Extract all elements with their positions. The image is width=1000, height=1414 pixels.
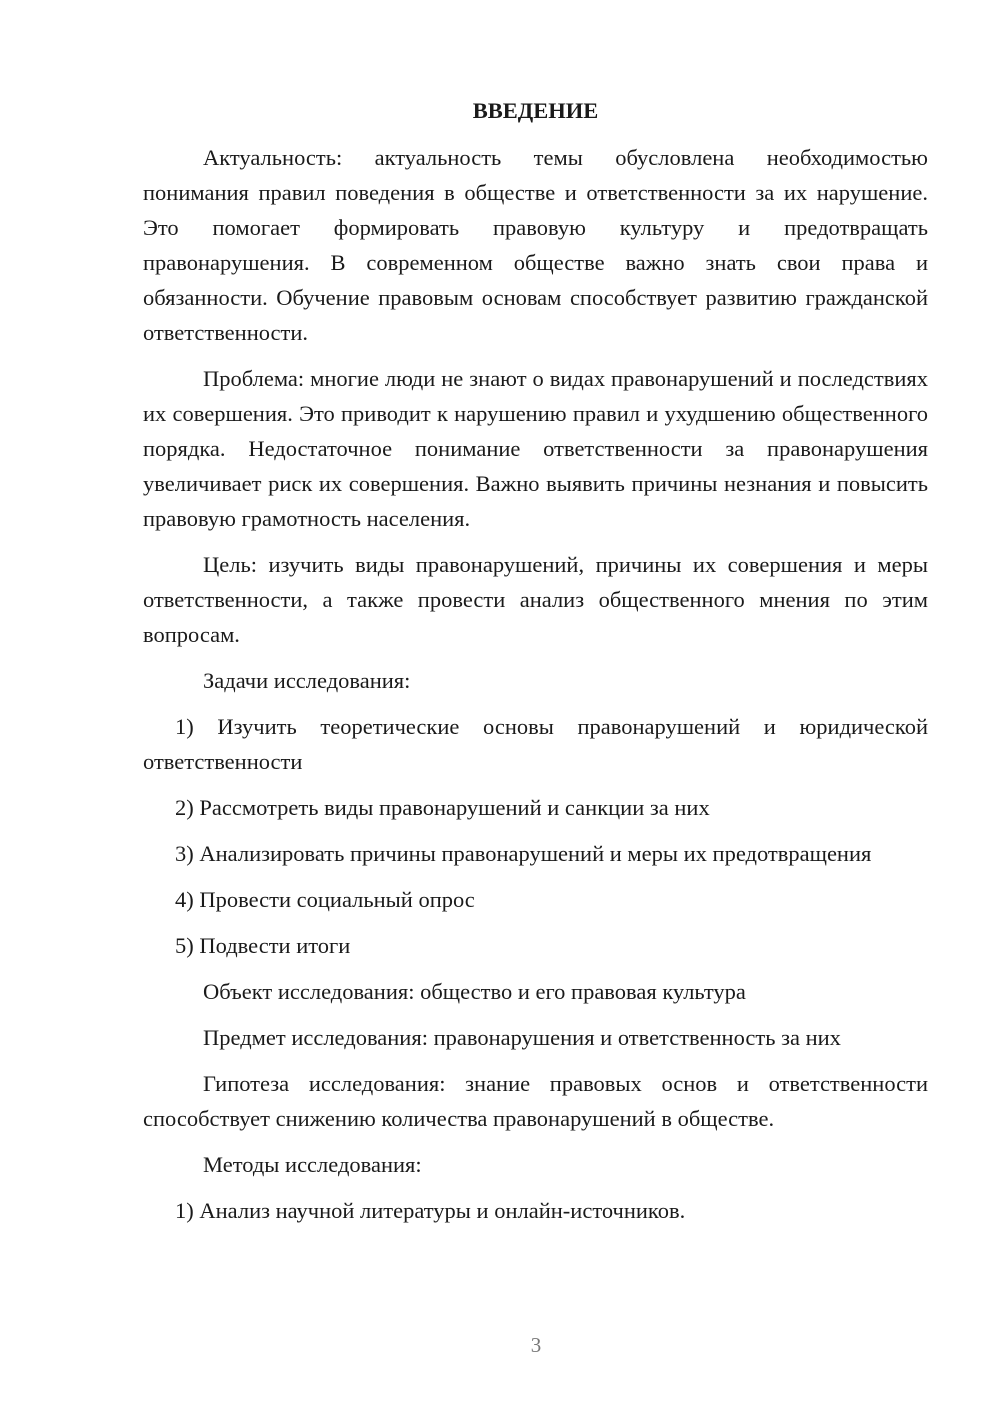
task-item-3: 3) Анализировать причины правонарушений и меры их предотвращения	[175, 841, 872, 866]
tasks-heading: Задачи исследования:	[203, 668, 411, 693]
paragraph-relevance: Актуальность: актуальность темы обусловлена необходимостью понимания правил поведения в обществе и ответственности за их нарушение. Это помогает формировать правовую культуру и предотвращать правонарушения. В современном обществе важно знать свои права и обязанности. Обучение правовым основам способствует развитию гражданской ответственности.	[143, 145, 928, 345]
task-item-4: 4) Провести социальный опрос	[175, 887, 475, 912]
paragraph-object: Объект исследования: общество и его правовая культура	[203, 979, 746, 1004]
method-item-1: 1) Анализ научной литературы и онлайн-источников.	[175, 1198, 686, 1223]
task-item-5: 5) Подвести итоги	[175, 933, 351, 958]
paragraph-subject: Предмет исследования: правонарушения и ответственность за них	[203, 1025, 841, 1050]
page-content	[143, 93, 928, 1239]
paragraph-problem: Проблема: многие люди не знают о видах правонарушений и последствиях их совершения. Это приводит к нарушению правил и ухудшению общественного порядка. Недостаточное понимание ответственности за правонарушения увеличивает риск их совершения. Важно выявить причины незнания и повысить правовую грамотность населения.	[143, 366, 928, 531]
task-item-2: 2) Рассмотреть виды правонарушений и санкции за них	[175, 795, 710, 820]
paragraph-goal: Цель: изучить виды правонарушений, причины их совершения и меры ответственности, а также провести анализ общественного мнения по этим вопросам.	[143, 552, 928, 647]
task-item-1: 1) Изучить теоретические основы правонарушений и юридической ответственности	[143, 714, 928, 774]
page-title: ВВЕДЕНИЕ	[472, 98, 599, 123]
methods-heading: Методы исследования:	[203, 1152, 422, 1177]
paragraph-hypothesis: Гипотеза исследования: знание правовых основ и ответственности способствует снижению количества правонарушений в обществе.	[143, 1071, 928, 1131]
page-number: 3	[530, 1333, 542, 1357]
